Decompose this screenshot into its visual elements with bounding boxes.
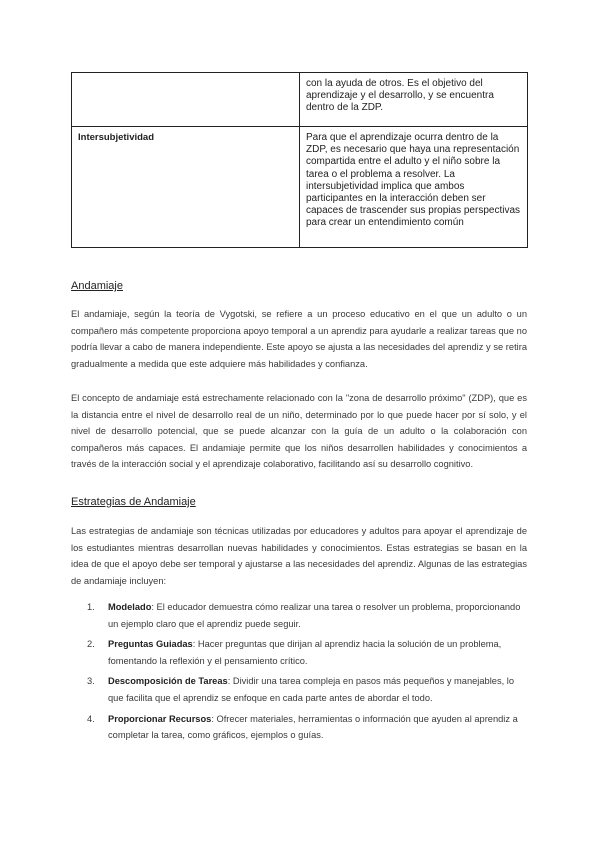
list-item-title: Preguntas Guiadas (108, 639, 193, 650)
estrategias-intro: Las estrategias de andamiaje son técnicas utilizadas por educadores y adultos para apoyar el aprendizaje de los estudiantes mientras desarrollan nuevas habilidades y conocimientos. Estas estrategias se basan en la idea de que el apoyo debe ser temporal y ajustarse a las necesidades del aprendiz. Algunas de las estrategias de andamiaje incluyen: (71, 526, 527, 586)
list-number: 4. (87, 713, 95, 724)
table-definition-cell: Para que el aprendizaje ocurra dentro de la ZDP, es necesario que haya una representación compartida entre el adulto y el niño sobre la tarea o el problema a resolver. La intersubjetividad implica que ambos participantes en la interacción deben ser capaces de trascender sus propias perspectivas para crear un entendimiento común (300, 127, 528, 248)
list-item-text: : El educador demuestra cómo realizar una tarea o resolver un problema, proporcionando un ejemplo claro que el aprendiz puede seguir. (108, 602, 521, 629)
table-term-cell (72, 73, 300, 127)
andamiaje-paragraph-1: El andamiaje, según la teoría de Vygotski, se refiere a un proceso educativo en el que un adulto o un compañero más competente proporciona apoyo temporal a un aprendiz para ayudarle a realizar tareas que no podría llevar a cabo de manera independiente. Este apoyo se ajusta a las necesidades del aprendiz y se retira gradualmente a medida que este adquiere más habilidades y confianza. (71, 309, 527, 369)
list-item-text: : Dividir una tarea compleja en pasos más pequeños y manejables, lo que facilita que el aprendiz se enfoque en cada parte antes de abordar el todo. (108, 676, 515, 703)
definitions-table (71, 72, 528, 248)
list-item (71, 636, 527, 669)
andamiaje-paragraph-2: El concepto de andamiaje está estrechamente relacionado con la "zona de desarrollo próximo" (ZDP), que es la distancia entre el nivel de desarrollo real de un niño, determinado por lo que puede hacer por sí solo, y el nivel de desarrollo potencial, que se puede alcanzar con la guía de un adulto o la colaboración con compañeros más capaces. El andamiaje permite que los niños desarrollen habilidades y conocimientos a través de la interacción social y el aprendizaje colaborativo, facilitando así su desarrollo cognitivo. (71, 393, 527, 470)
list-item (71, 711, 527, 744)
list-item (71, 599, 527, 632)
estrategias-heading: Estrategias de Andamiaje (71, 496, 196, 508)
list-item-title: Proporcionar Recursos (108, 713, 212, 724)
list-item-text: : Ofrecer materiales, herramientas o información que ayuden al aprendiz a completar la tarea, como gráficos, ejemplos o guías. (108, 713, 518, 741)
table-row (72, 127, 528, 248)
list-item-title: Modelado (108, 602, 152, 612)
table-row (72, 73, 528, 127)
table-term-cell: Intersubjetividad (72, 127, 300, 248)
strategies-list (71, 599, 527, 748)
list-item (71, 673, 527, 706)
list-number: 2. (87, 639, 95, 650)
list-item-title: Descomposición de Tareas (108, 676, 228, 687)
andamiaje-heading: Andamiaje (71, 280, 123, 292)
table-definition-cell: con la ayuda de otros. Es el objetivo del aprendizaje y el desarrollo, y se encuentra dentro de la ZDP. (300, 73, 528, 127)
list-number: 3. (87, 676, 95, 687)
list-number: 1. (87, 602, 95, 612)
list-item-text: : Hacer preguntas que dirijan al aprendiz hacia la solución de un problema, fomentando la reflexión y el pensamiento crítico. (108, 639, 502, 666)
